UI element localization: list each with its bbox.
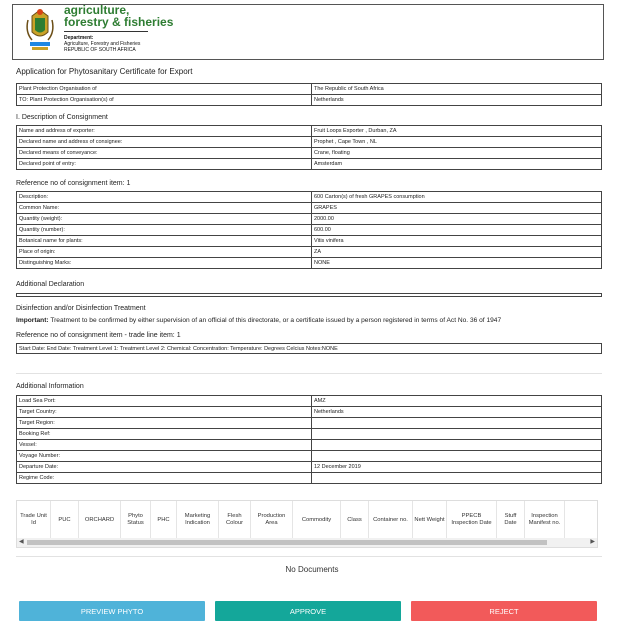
row-value: GRAPES xyxy=(312,203,602,214)
grid-col-production-area[interactable]: Production Area xyxy=(251,501,293,539)
brand-line-2: forestry & fisheries xyxy=(64,15,174,29)
row-label: Common Name: xyxy=(17,203,312,214)
row-value: Amsterdam xyxy=(312,159,602,170)
row-value xyxy=(312,418,602,429)
table-row xyxy=(17,84,602,95)
scroll-left-icon[interactable]: ◀ xyxy=(19,539,24,545)
department-label xyxy=(64,35,140,53)
grid-col-orchard[interactable]: ORCHARD xyxy=(79,501,121,539)
row-label: Quantity (number): xyxy=(17,225,312,236)
important-text: Treatment to be confirmed by either supervision of an official of this directorate, or a certificate issued by a person registered in terms of Act No. 36 of 1947 xyxy=(48,317,502,324)
table-row xyxy=(17,236,602,247)
row-label: Regime Code: xyxy=(17,473,312,484)
dept-country: REPUBLIC OF SOUTH AFRICA xyxy=(64,47,136,53)
row-value: NONE xyxy=(312,258,602,269)
grid-col-stuff-date[interactable]: Stuff Date xyxy=(497,501,525,539)
table-row xyxy=(17,429,602,440)
table-row xyxy=(17,418,602,429)
row-label: Declared name and address of consignee: xyxy=(17,137,312,148)
table-row xyxy=(17,203,602,214)
page-title: Application for Phytosanitary Certificate for Export xyxy=(16,67,193,76)
row-value xyxy=(312,429,602,440)
treatment-important-note xyxy=(16,317,501,324)
row-label: TO: Plant Protection Organisation(s) of xyxy=(17,95,312,106)
consignment-heading: I. Description of Consignment xyxy=(16,114,108,121)
row-value xyxy=(312,473,602,484)
row-value: Netherlands xyxy=(312,95,602,106)
scroll-right-icon[interactable]: ▶ xyxy=(590,539,595,545)
section-divider xyxy=(16,373,602,374)
grid-col-trade-unit-id[interactable]: Trade Unit Id xyxy=(17,501,51,539)
consignment-table xyxy=(16,125,602,170)
table-row xyxy=(17,462,602,473)
grid-col-puc[interactable]: PUC xyxy=(51,501,79,539)
table-row xyxy=(17,126,602,137)
organisation-table xyxy=(16,83,602,106)
row-value: AMZ xyxy=(312,396,602,407)
grid-col-flesh-colour[interactable]: Flesh Colour xyxy=(219,501,251,539)
table-row xyxy=(17,192,602,203)
grid-col-container-no[interactable]: Container no. xyxy=(369,501,413,539)
grid-header-row xyxy=(17,501,565,539)
preview-phyto-button[interactable]: PREVIEW PHYTO xyxy=(19,601,205,621)
row-value: Fruit Loops Exporter , Durban, ZA xyxy=(312,126,602,137)
row-label: Booking Ref: xyxy=(17,429,312,440)
table-row xyxy=(17,225,602,236)
table-row xyxy=(17,440,602,451)
grid-col-marketing-indication[interactable]: Marketing Indication xyxy=(177,501,219,539)
grid-col-class[interactable]: Class xyxy=(341,501,369,539)
treatment-notes: Start Date: End Date: Treatment Level 1: Treatment Level 2: Chemical: Concentration: Temperature: Degrees Celcius Notes:NONE xyxy=(16,343,602,354)
row-value: Vitis vinifera xyxy=(312,236,602,247)
row-label: Distinguishing Marks: xyxy=(17,258,312,269)
table-row xyxy=(17,95,602,106)
additional-info-table xyxy=(16,395,602,484)
row-value xyxy=(312,451,602,462)
row-value: ZA xyxy=(312,247,602,258)
row-label: Description: xyxy=(17,192,312,203)
no-documents-message: No Documents xyxy=(285,565,339,574)
table-row xyxy=(17,159,602,170)
treatment-ref-heading: Reference no of consignment item - trade line item: 1 xyxy=(16,332,181,339)
table-row xyxy=(17,396,602,407)
section-divider xyxy=(16,556,602,557)
table-row xyxy=(17,148,602,159)
row-value xyxy=(312,440,602,451)
row-label: Place of origin: xyxy=(17,247,312,258)
approve-button[interactable]: APPROVE xyxy=(215,601,401,621)
brand-line-1: agriculture, xyxy=(64,3,130,17)
grid-col-nett-weight[interactable]: Nett Weight xyxy=(413,501,447,539)
grid-horizontal-scrollbar[interactable] xyxy=(17,538,597,547)
table-row xyxy=(17,214,602,225)
row-label: Vessel: xyxy=(17,440,312,451)
row-label: Name and address of exporter: xyxy=(17,126,312,137)
grid-col-commodity[interactable]: Commodity xyxy=(293,501,341,539)
item-table xyxy=(16,191,602,269)
row-label: Target Region: xyxy=(17,418,312,429)
row-label: Plant Protection Organisation of xyxy=(17,84,312,95)
table-row xyxy=(17,137,602,148)
treatment-heading: Disinfection and/or Disinfection Treatment xyxy=(16,305,146,312)
dept-name: Agriculture, Forestry and Fisheries xyxy=(64,41,141,47)
row-label: Declared point of entry: xyxy=(17,159,312,170)
table-row xyxy=(17,451,602,462)
row-value: 600.00 xyxy=(312,225,602,236)
additional-declaration-box xyxy=(16,293,602,297)
row-label: Target Country: xyxy=(17,407,312,418)
row-value: 2000.00 xyxy=(312,214,602,225)
reject-button[interactable]: REJECT xyxy=(411,601,597,621)
row-value: The Republic of South Africa xyxy=(312,84,602,95)
table-row xyxy=(17,247,602,258)
row-value: Crane, floating xyxy=(312,148,602,159)
important-label: Important: xyxy=(16,317,49,324)
additional-declaration-heading: Additional Declaration xyxy=(16,281,85,288)
grid-col-phyto-status[interactable]: Phyto Status xyxy=(121,501,151,539)
table-row xyxy=(17,258,602,269)
row-value: Netherlands xyxy=(312,407,602,418)
row-value: 600 Carton(s) of fresh GRAPES consumption xyxy=(312,192,602,203)
trade-line-grid xyxy=(16,500,598,548)
scrollbar-thumb[interactable] xyxy=(27,540,547,545)
grid-col-inspection-manifest-no[interactable]: Inspection Manifest no. xyxy=(525,501,565,539)
dept-label: Department: xyxy=(64,35,94,41)
row-label: Quantity (weight): xyxy=(17,214,312,225)
row-label: Departure Date: xyxy=(17,462,312,473)
item-heading: Reference no of consignment item: 1 xyxy=(16,180,131,187)
row-label: Botanical name for plants: xyxy=(17,236,312,247)
grid-col-phc[interactable]: PHC xyxy=(151,501,177,539)
table-row xyxy=(17,473,602,484)
additional-info-heading: Additional Information xyxy=(16,383,84,390)
brand-divider xyxy=(64,31,148,32)
table-row xyxy=(17,407,602,418)
row-label: Declared means of conveyance: xyxy=(17,148,312,159)
grid-col-ppecb-inspection-date[interactable]: PPECB Inspection Date xyxy=(447,501,497,539)
row-label: Voyage Number: xyxy=(17,451,312,462)
coat-of-arms-logo xyxy=(22,6,58,54)
row-value: Prophet , Cape Town , NL xyxy=(312,137,602,148)
row-value: 12 December 2019 xyxy=(312,462,602,473)
row-label: Load Sea Port: xyxy=(17,396,312,407)
